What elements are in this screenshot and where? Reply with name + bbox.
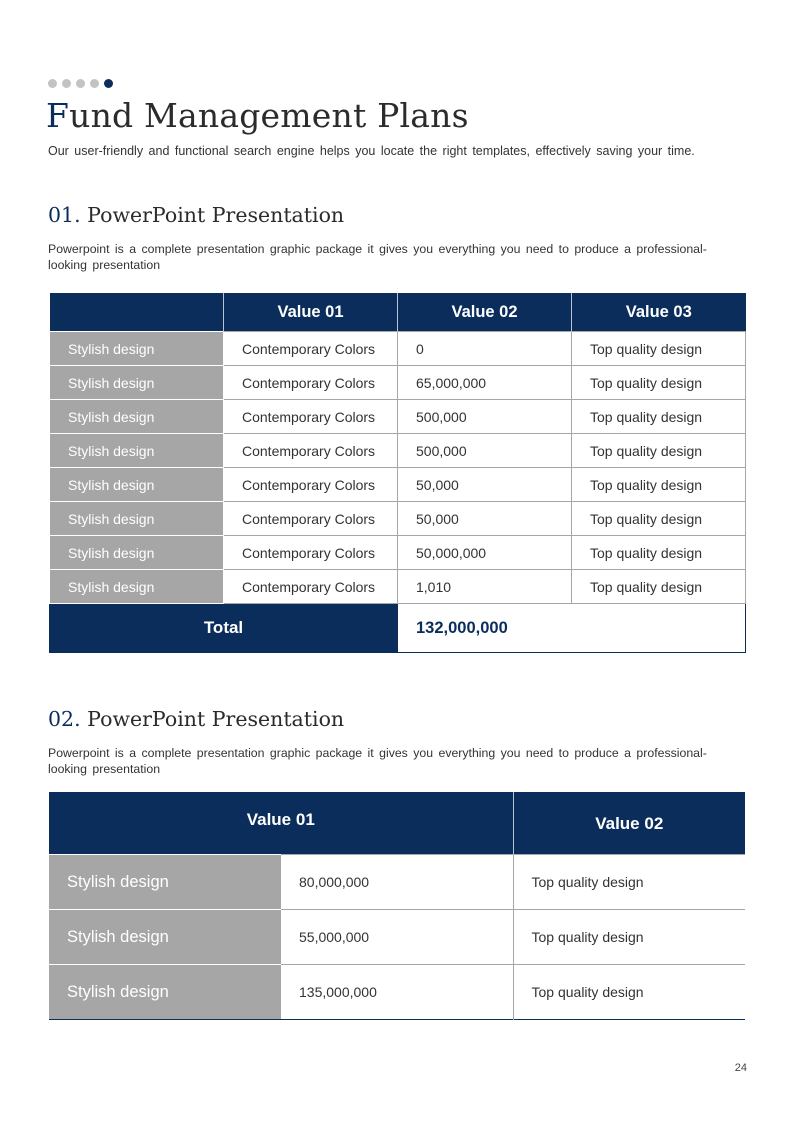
page-subtitle: Our user-friendly and functional search engine helps you locate the right templates, effectively saving your time. [48,144,695,158]
table-row [50,332,746,366]
indicator-dot [76,79,85,88]
table-cell: Top quality design [513,910,745,965]
section-2-number: 02. [48,707,81,731]
row-label-cell: Stylish design [49,910,281,965]
table-header-row [49,792,745,855]
page-indicator-dots [48,79,113,88]
table-cell: 135,000,000 [281,965,513,1020]
section-2-description: Powerpoint is a complete presentation graphic package it gives you everything you need to produce a professional-looking presentation [48,746,707,776]
table-row [50,502,746,536]
table-header-cell: Value 03 [572,293,746,332]
table-row [50,366,746,400]
table-row [49,965,745,1020]
table-cell: 55,000,000 [281,910,513,965]
row-label-cell: Stylish design [50,366,224,400]
table-cell: Contemporary Colors [224,502,398,536]
section-1-title: PowerPoint Presentation [87,203,345,227]
table-cell: Contemporary Colors [224,332,398,366]
total-label: Total [50,604,398,653]
table-cell: Top quality design [513,965,745,1020]
table-total-row [50,604,746,653]
table-header-row [50,293,746,332]
table-header-cell: Value 01 [224,293,398,332]
table-cell: 80,000,000 [281,855,513,910]
table-cell: Contemporary Colors [224,400,398,434]
table-cell: 1,010 [398,570,572,604]
table-cell: Top quality design [572,536,746,570]
section-1-description: Powerpoint is a complete presentation graphic package it gives you everything you need to produce a professional-looking presentation [48,242,707,272]
total-value: 132,000,000 [398,604,746,653]
row-label-cell: Stylish design [50,468,224,502]
table-cell: Top quality design [572,468,746,502]
table-cell: 0 [398,332,572,366]
table-cell: Top quality design [572,332,746,366]
table-cell: Top quality design [572,400,746,434]
table-cell: 65,000,000 [398,366,572,400]
table-cell: 500,000 [398,400,572,434]
table-cell: Top quality design [572,570,746,604]
row-label-cell: Stylish design [49,855,281,910]
table-header-cell [49,792,513,855]
table-cell: Contemporary Colors [224,536,398,570]
table-cell: Top quality design [572,502,746,536]
fund-table-1 [49,293,746,653]
table-row [50,570,746,604]
page-title-initial: F [46,96,70,135]
table-header-cell [50,293,224,332]
row-label-cell: Stylish design [49,965,281,1020]
row-label-cell: Stylish design [50,434,224,468]
table-row [49,910,745,965]
table-header-cell: Value 02 [398,293,572,332]
page-number: 24 [734,1062,747,1074]
table-header-label: Value 01 [246,810,315,829]
table-header-cell [513,792,745,855]
table-row [50,536,746,570]
table-cell: 50,000,000 [398,536,572,570]
table-row [50,400,746,434]
page-title-rest: und Management Plans [69,96,469,135]
table-cell: Contemporary Colors [224,434,398,468]
section-1-heading [48,203,344,227]
table-row [49,855,745,910]
section-2-title: PowerPoint Presentation [87,707,345,731]
section-2-heading [48,707,344,731]
table-cell: 50,000 [398,468,572,502]
row-label-cell: Stylish design [50,502,224,536]
table-row [50,468,746,502]
table-cell: Contemporary Colors [224,570,398,604]
table-cell: Top quality design [572,366,746,400]
table-cell: 50,000 [398,502,572,536]
table-cell: 500,000 [398,434,572,468]
table-header-label: Value 02 [595,814,664,833]
page-title [46,96,469,135]
table-cell: Contemporary Colors [224,468,398,502]
row-label-cell: Stylish design [50,400,224,434]
table-cell: Top quality design [572,434,746,468]
table-row [50,434,746,468]
row-label-cell: Stylish design [50,536,224,570]
indicator-dot-active [104,79,113,88]
fund-table-2 [49,792,745,1020]
indicator-dot [48,79,57,88]
section-1-number: 01. [48,203,81,227]
row-label-cell: Stylish design [50,332,224,366]
indicator-dot [62,79,71,88]
row-label-cell: Stylish design [50,570,224,604]
table-cell: Contemporary Colors [224,366,398,400]
table-cell: Top quality design [513,855,745,910]
indicator-dot [90,79,99,88]
